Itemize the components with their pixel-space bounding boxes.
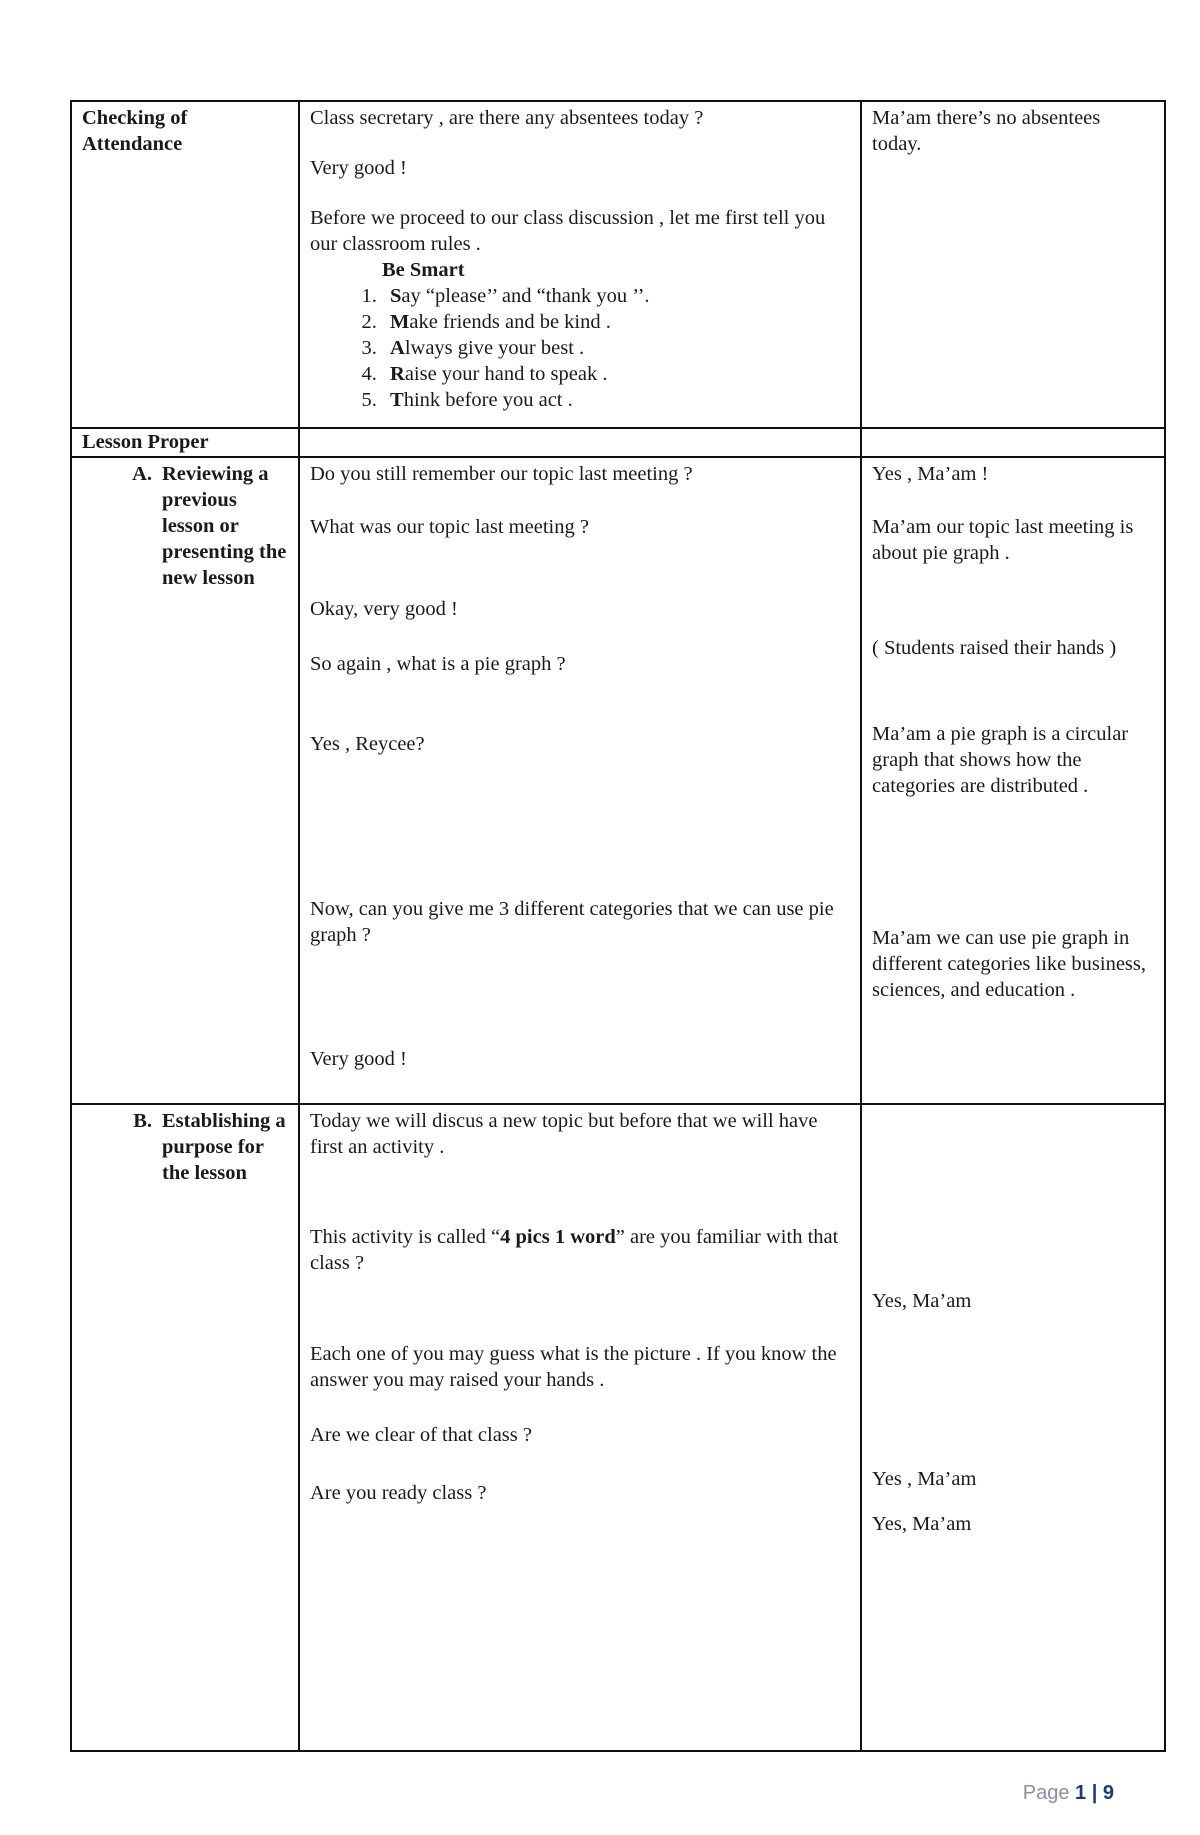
teacher-line: Now, can you give me 3 different categories that we can use pie graph ? — [310, 898, 834, 947]
section-a-letter: A. — [132, 463, 152, 486]
section-a-label-cell — [71, 457, 299, 1104]
student-line: Ma’am there’s no absentees today. — [872, 107, 1101, 155]
student-line: Ma’am we can use pie graph in different categories like business, sciences, and education . — [872, 927, 1147, 1002]
teacher-line: Are we clear of that class ? — [310, 1424, 532, 1447]
page-footer — [1023, 1782, 1114, 1805]
section-b-student-cell — [861, 1104, 1165, 1751]
teacher-line: So again , what is a pie graph ? — [310, 653, 566, 676]
page-word: Page — [1022, 1782, 1070, 1804]
student-line: Ma’am our topic last meeting is about pie graph . — [872, 516, 1134, 565]
section-b-letter: B. — [133, 1110, 152, 1133]
student-line: Yes, Ma’am — [872, 1290, 972, 1313]
rule-item: 1. Say “please’’ and “thank you ’’. — [382, 283, 850, 309]
empty-cell — [299, 428, 861, 457]
section-a-label: Reviewing a previous lesson or presenting the new lesson — [162, 463, 287, 590]
teacher-line: Today we will discus a new topic but before that we will have first an activity . — [310, 1110, 818, 1159]
attendance-label-cell — [71, 101, 299, 428]
section-b-teacher-cell — [299, 1104, 861, 1751]
page-separator: | — [1091, 1782, 1098, 1804]
lesson-proper-label: Lesson Proper — [82, 431, 209, 454]
teacher-line: Class secretary , are there any absentees today ? — [310, 107, 704, 129]
attendance-student-cell — [861, 101, 1165, 428]
section-a-row — [71, 457, 1165, 1104]
student-line: Yes , Ma’am ! — [872, 463, 989, 486]
teacher-line: Okay, very good ! — [310, 598, 458, 621]
page-number: 1 — [1075, 1782, 1087, 1804]
teacher-line: Do you still remember our topic last meeting ? — [310, 463, 693, 486]
rule-item: 2. Make friends and be kind . — [382, 309, 850, 335]
student-line: Yes , Ma’am — [872, 1468, 977, 1491]
page-total: 9 — [1102, 1782, 1114, 1804]
section-b-label-cell — [71, 1104, 299, 1751]
empty-cell — [861, 428, 1165, 457]
lesson-plan-table — [70, 100, 1166, 1752]
student-line: ( Students raised their hands ) — [872, 637, 1117, 660]
teacher-line: Very good ! — [310, 1048, 407, 1071]
rule-item: 3. Always give your best . — [382, 335, 850, 361]
teacher-line: This activity is called “4 pics 1 word” are you familiar with that class ? — [310, 1226, 839, 1275]
teacher-line: What was our topic last meeting ? — [310, 516, 589, 539]
rules-list — [310, 283, 850, 413]
section-a-teacher-cell — [299, 457, 861, 1104]
student-line: Ma’am a pie graph is a circular graph that shows how the categories are distributed . — [872, 723, 1129, 798]
attendance-teacher-cell — [299, 101, 861, 428]
attendance-label: Checking of Attendance — [82, 107, 188, 155]
section-b-row — [71, 1104, 1165, 1751]
section-a-student-cell — [861, 457, 1165, 1104]
lesson-proper-cell — [71, 428, 299, 457]
rules-title: Be Smart — [382, 259, 465, 281]
student-line: Yes, Ma’am — [872, 1513, 972, 1536]
lesson-proper-row — [71, 428, 1165, 457]
teacher-line: Before we proceed to our class discussion , let me first tell you our classroom rules . — [310, 207, 826, 255]
teacher-line: Very good ! — [310, 157, 407, 179]
section-b-label: Establishing a purpose for the lesson — [162, 1110, 286, 1185]
attendance-row — [71, 101, 1165, 428]
teacher-line: Yes , Reycee? — [310, 733, 425, 756]
rule-item: 5. Think before you act . — [382, 387, 850, 413]
teacher-line: Each one of you may guess what is the picture . If you know the answer you may raised your hands . — [310, 1343, 837, 1392]
teacher-line: Are you ready class ? — [310, 1482, 487, 1505]
rule-item: 4. Raise your hand to speak . — [382, 361, 850, 387]
